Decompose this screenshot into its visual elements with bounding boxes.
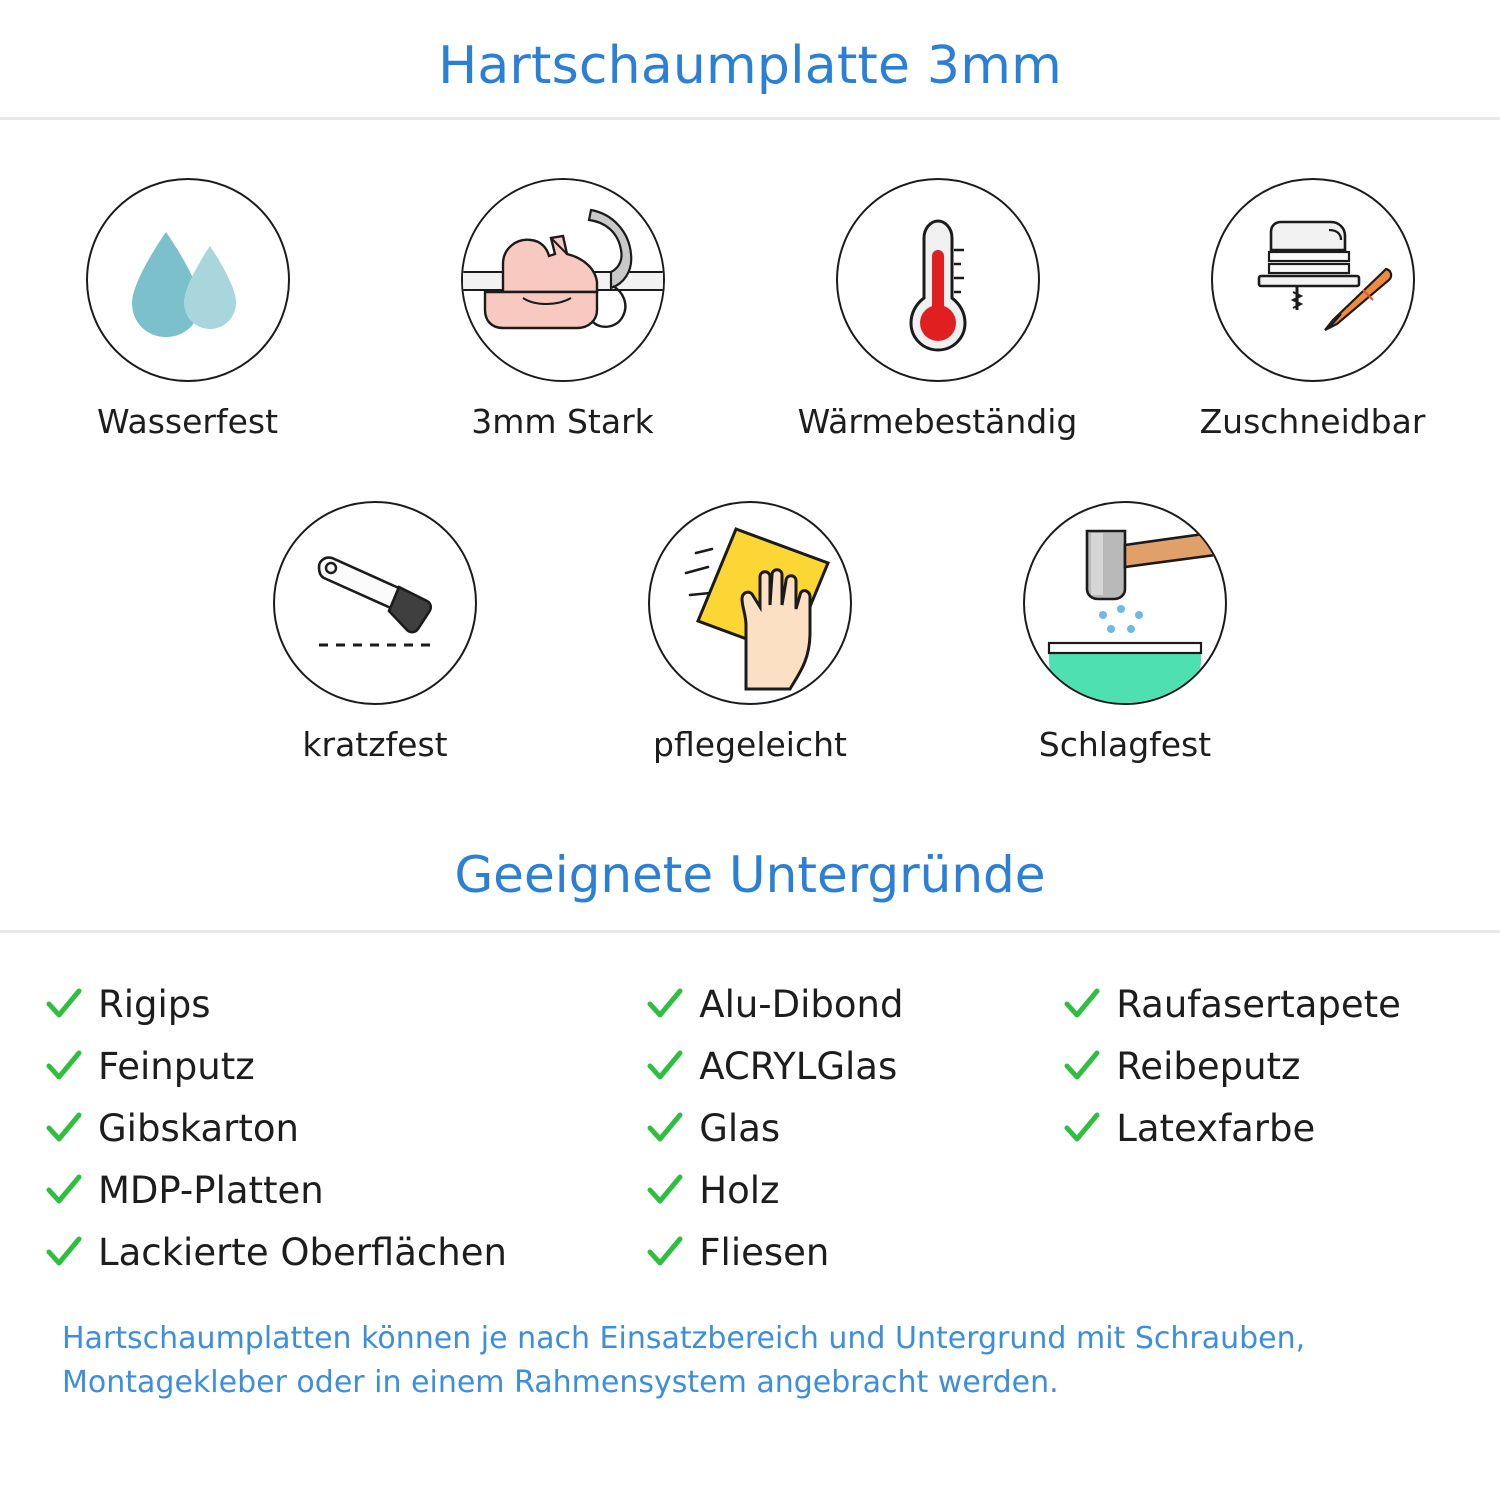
feature-schlagfest [938,501,1313,764]
check-icon [645,1046,685,1086]
list-item-label: Alu-Dibond [699,982,904,1026]
feature-label: kratzfest [302,725,448,765]
feature-waermebestaendig [750,178,1125,441]
list-item-label: Lackierte Oberflächen [98,1230,507,1274]
water-drops-icon [88,180,288,380]
feature-label: Wasserfest [96,402,279,442]
feature-icon-circle [1211,178,1415,382]
list-item [44,1097,645,1159]
feature-icon-circle [86,178,290,382]
feature-zuschneidbar [1125,178,1500,441]
list-item-label: Reibeputz [1116,1044,1301,1088]
page-title: Hartschaumplatte 3mm [438,36,1062,96]
feature-row-2 [0,501,1500,764]
feature-label: Schlagfest [1038,725,1212,765]
substrates-column-2 [645,973,1062,1283]
list-item [645,1221,1062,1283]
check-icon [44,1046,84,1086]
list-item-label: Raufasertapete [1116,982,1401,1026]
substrates-title: Geeignete Untergründe [454,846,1046,905]
feature-label: Wärmebeständig [797,402,1078,442]
substrates-list [0,933,1500,1283]
check-icon [44,1108,84,1148]
feature-icon-circle [648,501,852,705]
list-item-label: Rigips [98,982,211,1026]
feature-grid [0,120,1500,764]
list-item [645,1159,1062,1221]
hammer-impact-icon [1025,503,1225,703]
feature-kratzfest [188,501,563,764]
check-icon [1062,1046,1102,1086]
list-item [44,973,645,1035]
list-item [1062,973,1456,1035]
check-icon [44,984,84,1024]
feature-row-1 [0,178,1500,441]
check-icon [1062,984,1102,1024]
list-item [1062,1097,1456,1159]
feature-icon-circle [1023,501,1227,705]
feature-icon-circle [461,178,665,382]
footnote-text: Hartschaumplatten können je nach Einsatzbereich und Untergrund mit Schrauben, Montagekleber oder in einem Rahmensystem angebracht werden. [62,1321,1306,1400]
list-item [1062,1035,1456,1097]
list-item-label: Feinputz [98,1044,255,1088]
list-item [645,1035,1062,1097]
check-icon [44,1170,84,1210]
list-item-label: ACRYLGlas [699,1044,898,1088]
feature-icon-circle [273,501,477,705]
list-item-label: Glas [699,1106,781,1150]
check-icon [1062,1108,1102,1148]
list-item-label: Gibskarton [98,1106,299,1150]
feature-label: pflegeleicht [653,725,847,765]
list-item [44,1221,645,1283]
check-icon [44,1232,84,1272]
thermometer-icon [838,180,1038,380]
cleaning-cloth-hand-icon [650,503,850,703]
check-icon [645,1108,685,1148]
list-item-label: Latexfarbe [1116,1106,1316,1150]
feature-icon-circle [836,178,1040,382]
list-item-label: Fliesen [699,1230,830,1274]
list-item-label: Holz [699,1168,780,1212]
feature-pflegeleicht [563,501,938,764]
check-icon [645,1232,685,1272]
feature-label: 3mm Stark [471,402,654,442]
flexing-arm-icon [463,180,663,380]
list-item [44,1035,645,1097]
jigsaw-cutter-icon [1213,180,1413,380]
feature-label: Zuschneidbar [1199,402,1426,442]
list-item [645,973,1062,1035]
check-icon [645,1170,685,1210]
list-item-label: MDP-Platten [98,1168,324,1212]
check-icon [645,984,685,1024]
list-item [645,1097,1062,1159]
list-item [44,1159,645,1221]
substrates-column-3 [1062,973,1456,1283]
feature-3mm-stark [375,178,750,441]
feature-wasserfest [0,178,375,441]
substrates-column-1 [44,973,645,1283]
knife-scratch-icon [275,503,475,703]
